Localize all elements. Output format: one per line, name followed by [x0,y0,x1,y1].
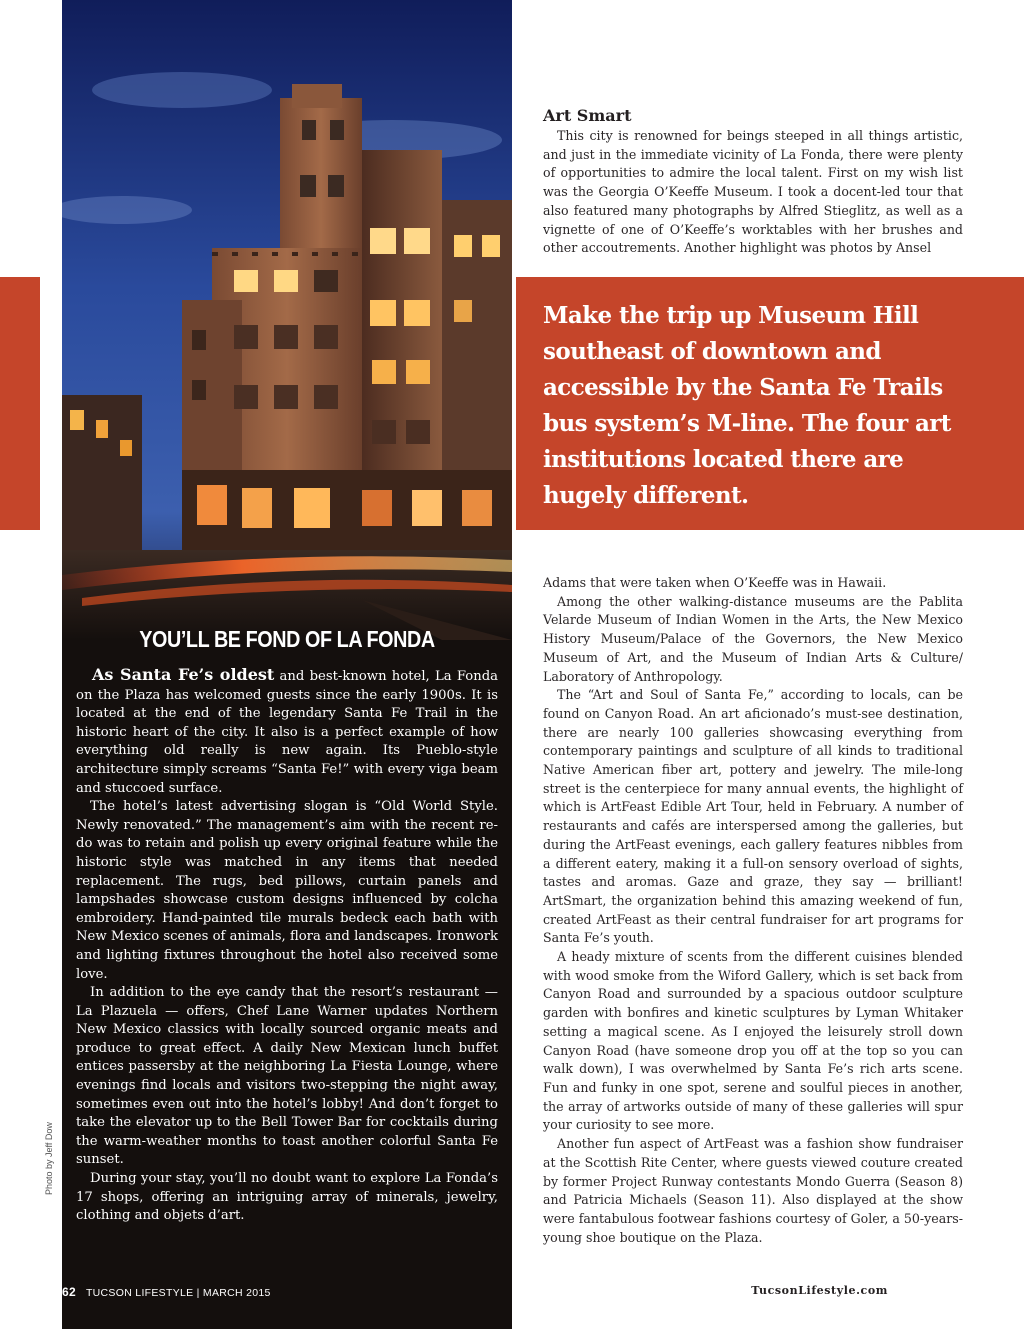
la-fonda-photo [62,0,512,640]
issue-date: MARCH 2015 [202,1287,271,1299]
article-paragraph: The “Art and Soul of Santa Fe,” according to locals, can be found on Canyon Road. An art aficionado’s must-see destination, there are nearly 100 galleries showcasing everything from contemporary paintings and sculpture of all kinds to traditional Native American fiber art, pottery and jewelry. The mile-long street is the centerpiece for many annual events, the highlight of which is ArtFeast Edible Art Tour, held in February. A number of restaurants and cafés are interspersed among the galleries, but during the ArtFeast evenings, each gallery features nibbles from a different eatery, making it a full-on sensory overload of sights, tastes and aromas. Gaze and graze, they say — brilliant! ArtSmart, the organization behind this amazing weekend of fun, created ArtFeast as their central fundraiser for art programs for Santa Fe’s youth. [543,687,963,946]
article-body-bottom [543,574,963,1247]
sidebar-lead-in: As Santa Fe’s oldest [92,665,275,684]
page-number: 62 [62,1285,76,1299]
quote-band-left [0,277,40,530]
website-url[interactable]: TucsonLifestyle.com [751,1284,888,1297]
article-paragraph: Another fun aspect of ArtFeast was a fashion show fundraiser at the Scottish Rite Center, where guests viewed couture created by former Project Runway contestants Mondo Guerra (Season 8) and Patricia Michaels (Season 11). Also displayed at the show were fantabulous footwear fashions courtesy of Goler, a 50-years-young shoe boutique on the Plaza. [543,1136,963,1245]
sidebar-body [76,666,498,1226]
sidebar-paragraph: As Santa Fe’s oldest and best-known hotel, La Fonda on the Plaza has welcomed guests since the early 1900s. It is located at the end of the legendary Santa Fe Trail in the historic heart of the city. It also is a perfect example of how everything old really is new again. Its Pueblo-style architecture simply screams “Santa Fe!” with every viga beam and stuccoed surface. [76,665,498,796]
article-body-top [543,127,963,258]
sidebar-paragraph: In addition to the eye candy that the resort’s restaurant — La Plazuela — offers, Chef Lane Warner updates Northern New Mexico classics with locally sourced organic meats and produce to great effect. A daily New Mexican lunch buffet entices passersby at the neighboring La Fiesta Lounge, where evenings find locals and visitors two-stepping the night away, sometimes even out into the hotel’s lobby! And don’t forget to take the elevator up to the Bell Tower Bar for cocktails during the warm-weather months to toast another colorful Santa Fe sunset. [76,985,498,1168]
publication-name: TUCSON LIFESTYLE [85,1287,194,1299]
pull-quote-highlight: Museum Hill [758,302,919,329]
article-paragraph: A heady mixture of scents from the different cuisines blended with wood smoke from the Wiford Gallery, which is set back from Canyon Road and surrounded by a spacious outdoor sculpture garden with bonfires and kinetic sculptures by Lyman Whitaker setting a magical scene. As I enjoyed the leisurely stroll down Canyon Road (have someone drop you off at the top so you can walk down), I was overwhelmed by Santa Fe’s rich arts scene. Fun and funky in one spot, serene and soulful pieces in another, the array of artworks outside of many of these galleries will spur your curiosity to see more. [543,949,963,1133]
article-paragraph: Adams that were taken when O’Keeffe was in Hawaii. [543,575,887,590]
section-heading: Art Smart [543,106,632,125]
article-paragraph: This city is renowned for beings steeped in all things artistic, and just in the immediate vicinity of La Fonda, there were plenty of opportunities to admire the local talent. First on my wish list was the Georgia O’Keeffe Museum. I took a docent-led tour that also featured many photographs by Alfred Stieglitz, as well as a vignette of one of O’Keeffe’s worktables with her brushes and other accoutrements. Another highlight was photos by Ansel [543,128,963,256]
pull-quote: Make the trip up Museum Hill southeast of downtown and accessible by the Santa Fe Trails bus system’s M-line. The four art institutions located there are hugely different. [543,302,951,509]
folio-separator: | [196,1287,200,1299]
folio [62,1285,271,1299]
sidebar-paragraph: The hotel’s latest advertising slogan is “Old World Style. Newly renovated.” The management’s aim with the recent re-do was to retain and polish up every original feature while the historic style was matched in any items that needed replacement. The rugs, bed pillows, curtain panels and lampshades showcase custom designs influenced by colcha embroidery. Hand-painted tile murals bedeck each bath with New Mexico scenes of animals, flora and landscapes. Ironwork and lighting fixtures throughout the hotel also received some love. [76,799,498,982]
sidebar-paragraph: During your stay, you’ll no doubt want to explore La Fonda’s 17 shops, offering an intriguing array of minerals, jewelry, clothing and objets d’art. [76,1171,498,1224]
sidebar-title: YOU’LL BE FOND OF LA FONDA [139,626,435,652]
article-paragraph: Among the other walking-distance museums are the Pablita Velarde Museum of Indian Women in the Arts, the New Mexico History Museum/Palace of the Governors, the New Mexico Museum of Art, and the Museum of Indian Arts & Culture/ Laboratory of Anthropology. [543,593,963,684]
photo-credit: Photo by Jeff Dow [44,1122,54,1195]
